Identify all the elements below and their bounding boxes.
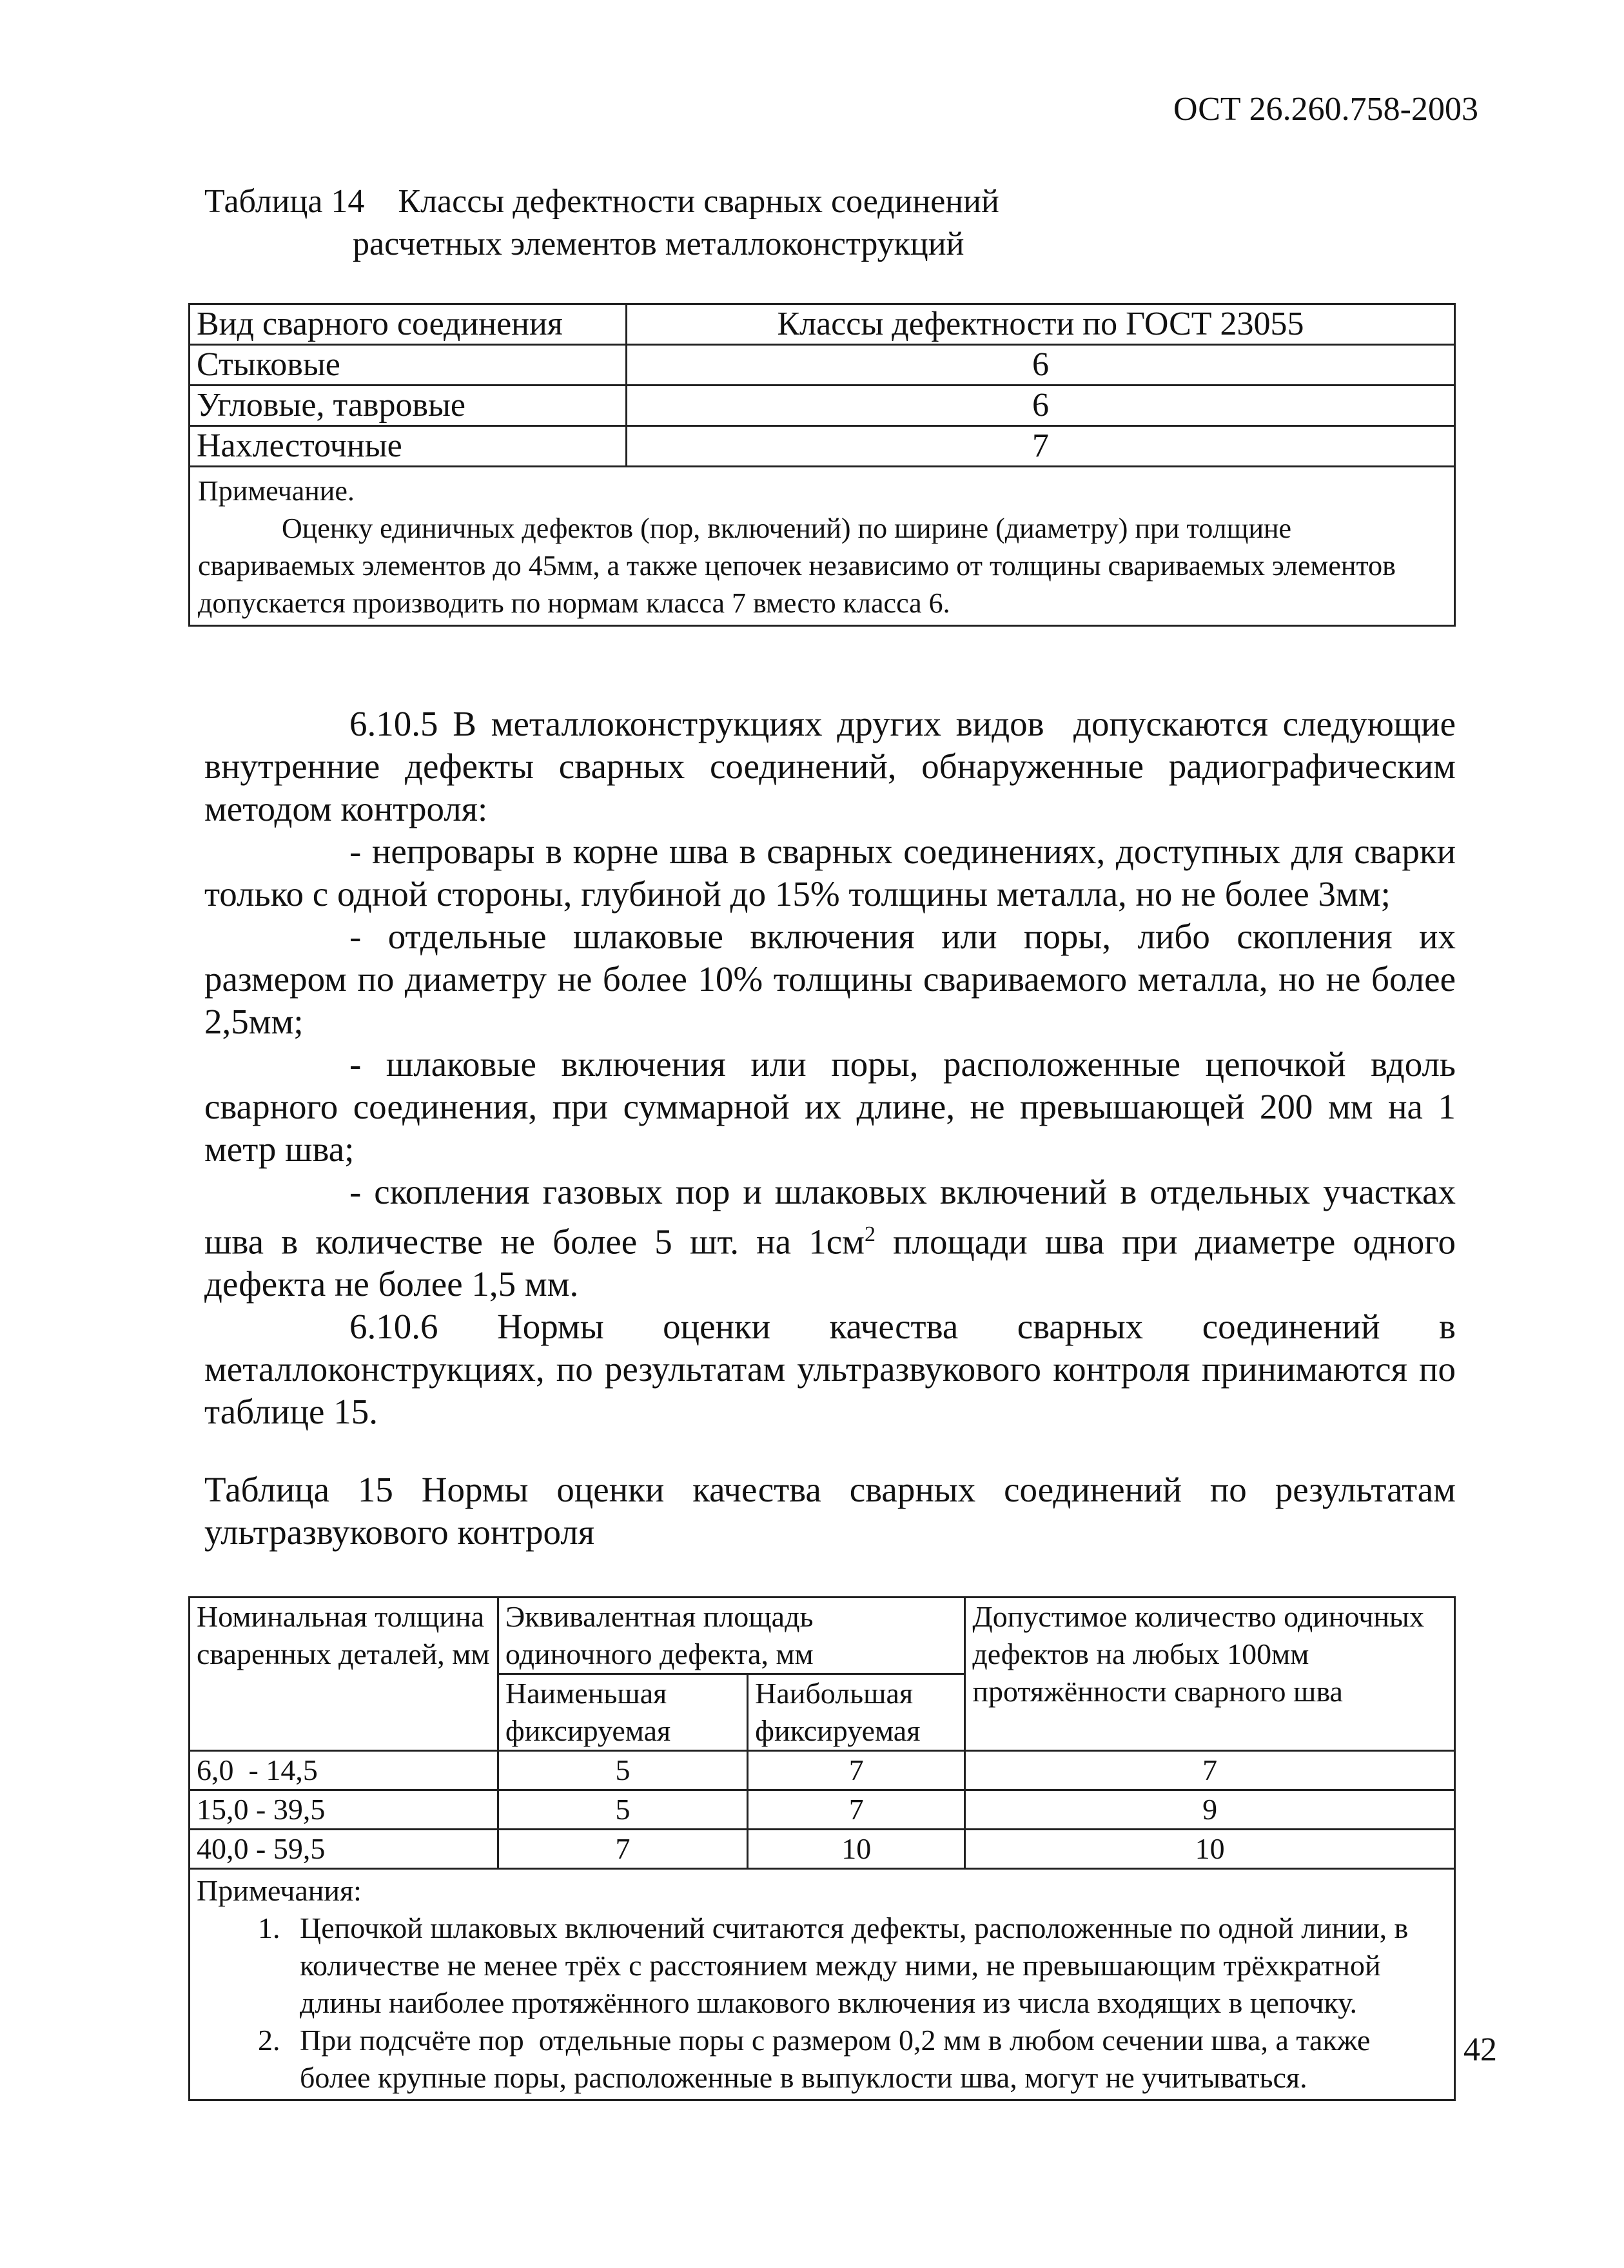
note-item	[197, 2022, 1447, 2097]
page-number: 42	[1463, 2031, 1497, 2068]
list-item: - отдельные шлаковые включения или поры, либо скопления их размером по диаметру не более 10% толщины свариваемого металла, но не более 2,5мм;	[204, 917, 1456, 1041]
max-area-cell: 7	[748, 1751, 965, 1790]
thickness-cell: 15,0 - 39,5	[190, 1790, 498, 1830]
item4-text-cont: площади шва при диаметре одного дефекта не более 1,5 мм.	[204, 1222, 1465, 1304]
min-area-cell: 5	[498, 1751, 747, 1790]
section-6-10-5	[204, 703, 1465, 1433]
column-header-min: Наименьшая фиксируемая	[498, 1674, 747, 1751]
column-header-max: Наибольшая фиксируемая	[748, 1674, 965, 1751]
column-header: Классы дефектности по ГОСТ 23055	[627, 304, 1455, 345]
note-number: 2.	[258, 2024, 280, 2057]
min-area-cell: 7	[498, 1830, 747, 1869]
table-header-row	[190, 304, 1455, 345]
note-text: Оценку единичных дефектов (пор, включений) по ширине (диаметру) при толщине свариваемых элементов до 45мм, а также цепочек независимо от толщины свариваемых элементов допускается производить по нормам класса 7 вместо класса 6.	[198, 513, 1396, 619]
note-text: Цепочкой шлаковых включений считаются дефекты, расположенные по одной линии, в количестве не менее трёх с расстоянием между ними, не превышающим трёхкратной длины наиболее протяжённого шлакового включения из числа входящих в цепочку.	[300, 1911, 1409, 2019]
table-row	[190, 345, 1455, 386]
thickness-cell: 6,0 - 14,5	[190, 1751, 498, 1790]
table-header-row	[190, 1598, 1455, 1674]
notes-title: Примечания:	[197, 1874, 362, 1907]
table15	[188, 1596, 1456, 2101]
count-cell: 9	[965, 1790, 1455, 1830]
table-row	[190, 426, 1455, 467]
list-item: - шлаковые включения или поры, расположенные цепочкой вдоль сварного соединения, при суммарной их длине, не превышающей 200 мм на 1 метр шва;	[204, 1044, 1456, 1169]
table14-note	[190, 467, 1455, 626]
min-area-cell: 5	[498, 1790, 747, 1830]
note-title: Примечание.	[198, 475, 355, 507]
max-area-cell: 7	[748, 1790, 965, 1830]
thickness-cell: 40,0 - 59,5	[190, 1830, 498, 1869]
table14	[188, 303, 1456, 627]
table-note-row	[190, 1869, 1455, 2100]
column-header: Вид сварного соединения	[190, 304, 627, 345]
table-row	[190, 1751, 1455, 1790]
table15-notes	[190, 1869, 1455, 2100]
list-item: - непровары в корне шва в сварных соединениях, доступных для сварки только с одной стороны, глубиной до 15% толщины металла, но не более 3мм;	[204, 832, 1456, 914]
defect-class-cell: 7	[627, 426, 1455, 467]
note-item	[197, 1910, 1447, 2022]
note-text: При подсчёте пор отдельные поры с размером 0,2 мм в любом сечении шва, а также более крупные поры, расположенные в выпуклости шва, могут не учитываться.	[300, 2024, 1378, 2094]
document-code: ОСТ 26.260.758-2003	[1173, 91, 1478, 128]
table-row	[190, 1790, 1455, 1830]
weld-type-cell: Нахлесточные	[190, 426, 627, 467]
max-area-cell: 10	[748, 1830, 965, 1869]
weld-type-cell: Стыковые	[190, 345, 627, 386]
superscript: 2	[864, 1222, 876, 1246]
defect-class-cell: 6	[627, 345, 1455, 386]
column-header-thickness: Номинальная толщина сваренных деталей, мм	[190, 1598, 498, 1751]
paragraph-6-10-5: 6.10.5 В металлоконструкциях других видов допускаются следующие внутренние дефекты сварных соединений, обнаруженные радиографическим методом контроля:	[204, 704, 1465, 828]
table-row	[190, 386, 1455, 426]
count-cell: 7	[965, 1751, 1455, 1790]
column-header-area: Эквивалентная площадь одиночного дефекта, мм	[498, 1598, 964, 1674]
column-header-count: Допустимое количество одиночных дефектов на любых 100мм протяжённости сварного шва	[965, 1598, 1455, 1751]
table-row	[190, 1830, 1455, 1869]
list-item	[204, 1171, 1465, 1305]
item4-text: - скопления газовых пор и шлаковых включений в отдельных участках шва в количестве не более 5 шт. на 1см	[204, 1172, 1456, 1262]
note-number: 1.	[258, 1911, 280, 1944]
defect-class-cell: 6	[627, 386, 1455, 426]
notes-list	[197, 1910, 1447, 2097]
table15-caption: Таблица 15 Нормы оценки качества сварных соединений по результатам ультразвукового контроля	[204, 1470, 1456, 1552]
weld-type-cell: Угловые, тавровые	[190, 386, 627, 426]
count-cell: 10	[965, 1830, 1455, 1869]
paragraph-6-10-6: 6.10.6 Нормы оценки качества сварных соединений в металлоконструкциях, по результатам ультразвукового контроля принимаются по таблице 15.	[204, 1307, 1465, 1432]
table-note-row	[190, 467, 1455, 626]
table14-caption: Таблица 14 Классы дефектности сварных соединений	[204, 183, 999, 220]
table14-caption-line2: расчетных элементов металлоконструкций	[353, 226, 964, 262]
